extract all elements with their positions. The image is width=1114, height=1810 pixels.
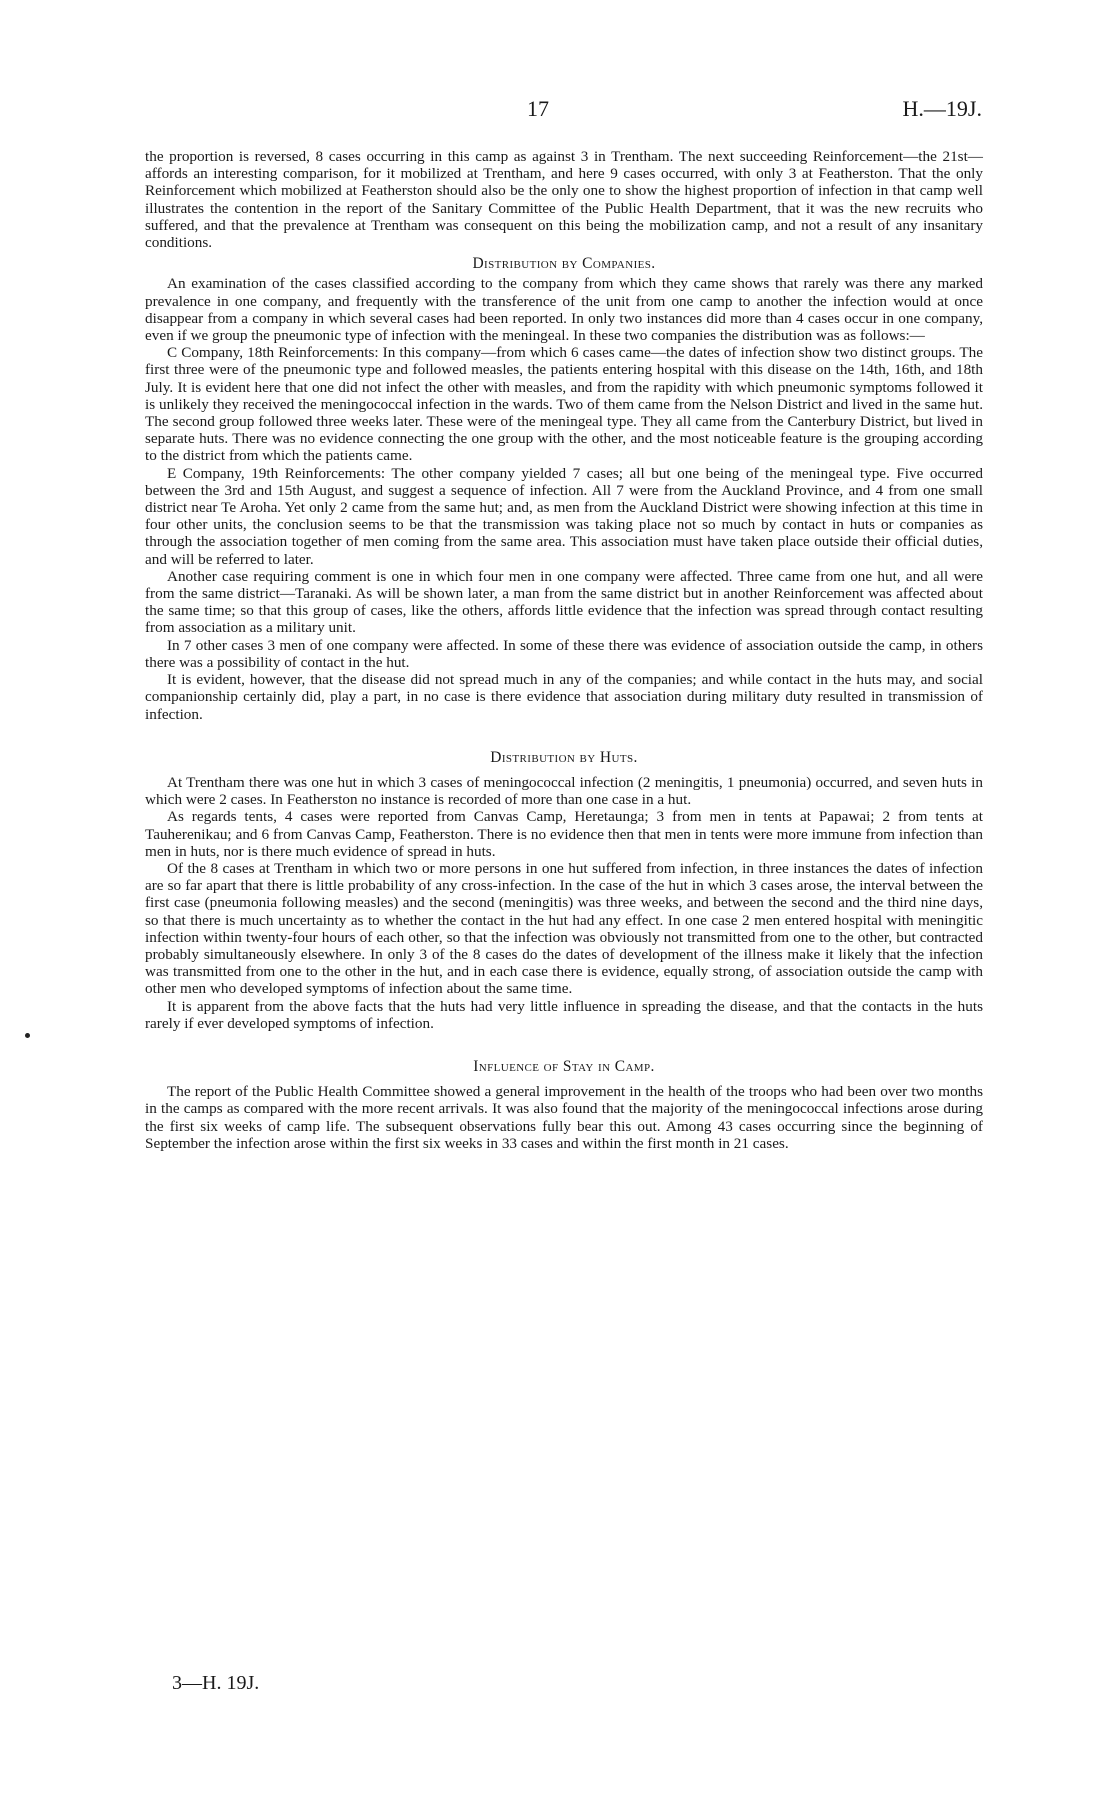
body-text	[145, 148, 983, 1152]
margin-dot-mark	[25, 1033, 30, 1038]
paragraph: Another case requiring comment is one in which four men in one company were affected. Three came from one hut, and all were from the same district—Taranaki. As will be shown later, a man from the same district but in another Reinforcement was affected about the same time; so that this group of cases, like the others, affords little evidence that the infection was spread through contact resulting from association as a military unit.	[145, 567, 983, 637]
paragraph: At Trentham there was one hut in which 3 cases of meningococcal infection (2 meningitis, 1 pneumonia) occurred, and seven huts in which were 2 cases. In Featherston no instance is recorded of more than one case in a hut.	[145, 773, 983, 809]
paragraph: An examination of the cases classified according to the company from which they came shows that rarely was there any marked prevalence in one company, and frequently with the transference of the unit from one camp to another the infection would at once disappear from a company in which several cases had been reported. In only two instances did more than 4 cases occur in one company, even if we group the pneumonic type of infection with the meningeal. In these two companies the distribution was as follows:—	[145, 275, 983, 345]
page-number: 17	[527, 96, 549, 121]
paragraph: E Company, 19th Reinforcements: The other company yielded 7 cases; all but one being of the meningeal type. Five occurred between the 3rd and 15th August, and suggest a sequence of infection. All 7 were from the Auckland Province, and 4 from one small district near Te Aroha. Yet only 2 came from the same hut; and, as men from the Auckland District were showing infection at this time in four other units, the conclusion seems to be that the transmission was taking place not so much by contact in huts or companies as through the association together of men coming from the same area. This association must have taken place outside their official duties, and will be referred to later.	[145, 464, 983, 568]
section-heading-stay-in-camp: Influence of Stay in Camp.	[473, 1057, 655, 1075]
paragraph: It is evident, however, that the disease did not spread much in any of the companies; and while contact in the huts may, and social companionship certainly did, play a part, in no case is there evidence that association during military duty resulted in transmission of infection.	[145, 671, 983, 723]
section-heading-huts: Distribution by Huts.	[490, 748, 638, 766]
page-header	[0, 96, 1114, 130]
paragraph: Of the 8 cases at Trentham in which two or more persons in one hut suffered from infection, in three instances the dates of infection are so far apart that there is little probability of any cross-infection. In the case of the hut in which 3 cases arose, the interval between the first case (pneumonia following measles) and the second (meningitis) was three weeks, and between the second and the third nine days, so that there is much uncertainty as to whether the contact in the hut had any effect. In one case 2 men entered hospital with meningitic infection within twenty-four hours of each other, so that the infection was obviously not transmitted from one to the other, but contracted probably simultaneously elsewhere. In only 3 of the 8 cases do the dates of development of the illness make it likely that the infection was transmitted from one to the other in the hut, and in each case there is evidence, equally strong, of association outside the camp with other men who developed symptoms of infection about the same time.	[145, 859, 983, 998]
paragraph: C Company, 18th Reinforcements: In this company—from which 6 cases came—the dates of infection show two distinct groups. The first three were of the pneumonic type and followed measles, the patients entering hospital with this disease on the 14th, 16th, and 18th July. It is evident here that one did not infect the other with measles, and from the rapidity with which pneumonic symptoms followed it is unlikely they received the meningococcal infection in the wards. Two of them came from the Nelson District and lived in the same hut. The second group followed three weeks later. These were of the meningeal type. They all came from the Canterbury District, but lived in separate huts. There was no evidence connecting the one group with the other, and the most noticeable feature is the grouping according to the district from which the patients came.	[145, 344, 983, 465]
paragraph: In 7 other cases 3 men of one company were affected. In some of these there was evidence of association outside the camp, in others there was a possibility of contact in the hut.	[145, 636, 983, 671]
paragraph: the proportion is reversed, 8 cases occurring in this camp as against 3 in Trentham. The next succeeding Reinforcement—the 21st—affords an interesting comparison, for it mobilized at Trentham, and here 9 cases occurred, with only 3 at Featherston. That the only Reinforcement which mobilized at Featherston should also be the only one to show the highest proportion of infection in that camp well illustrates the contention in the report of the Sanitary Committee of the Public Health Department, that it was the new recruits who suffered, and that the prevalence at Trentham was consequent on this being the mobilization camp, and not a result of any insanitary conditions.	[145, 148, 983, 252]
document-reference: H.—19J.	[902, 96, 982, 121]
paragraph: It is apparent from the above facts that the huts had very little influence in spreading the disease, and that the contacts in the huts rarely if ever developed symptoms of infection.	[145, 997, 983, 1032]
section-heading-companies: Distribution by Companies.	[472, 255, 656, 273]
paragraph: The report of the Public Health Committee showed a general improvement in the health of the troops who had been over two months in the camps as compared with the more recent arrivals. It was also found that the majority of the meningococcal infections arose during the first six weeks of camp life. The subsequent observations fully bear this out. Among 43 cases occurring since the beginning of September the infection arose within the first six weeks in 33 cases and within the first month in 21 cases.	[145, 1083, 983, 1152]
footer-reference: 3—H. 19J.	[172, 1672, 260, 1694]
paragraph: As regards tents, 4 cases were reported from Canvas Camp, Heretaunga; 3 from men in tents at Papawai; 2 from tents at Tauherenikau; and 6 from Canvas Camp, Featherston. There is no evidence then that men in tents were more immune from infection than men in huts, nor is there much evidence of spread in huts.	[145, 808, 983, 860]
